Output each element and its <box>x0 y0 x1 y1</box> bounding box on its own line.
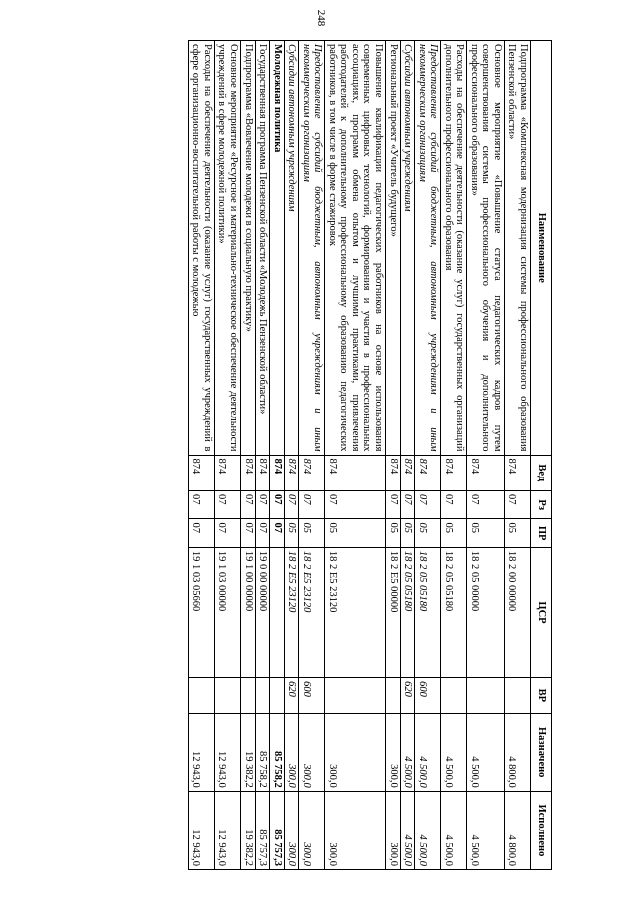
cell-name: Предоставление субсидий бюджетным, автономным учреждениям и иным некоммерческим организациям <box>415 41 441 456</box>
cell-rz: 07 <box>284 491 299 519</box>
cell-pr: 05 <box>504 519 530 547</box>
cell-vr <box>240 678 255 714</box>
cell-pr: 07 <box>255 519 270 547</box>
cell-pr: 07 <box>188 519 214 547</box>
cell-vr <box>504 678 530 714</box>
cell-assigned: 300,0 <box>299 713 325 791</box>
cell-csr: 18 2 05 05180 <box>441 547 467 677</box>
table-row <box>415 41 441 870</box>
cell-rz: 07 <box>255 491 270 519</box>
cell-pr: 05 <box>415 519 441 547</box>
cell-rz: 07 <box>385 491 400 519</box>
cell-assigned: 19 382,2 <box>240 713 255 791</box>
cell-csr: 19 1 00 00000 <box>240 547 255 677</box>
cell-assigned: 85 758,2 <box>270 713 285 791</box>
cell-name: Повышение квалификации педагогических работников на основе использования современных цифровых технологий, формирования и участия в профессиональных ассоциациях, программ обмена опытом и лучшими практиками, привлечения работодателей к дополнительному профессиональному образованию педагогических работников, в том числе в форме стажировок <box>325 41 386 456</box>
cell-ved: 874 <box>385 455 400 491</box>
cell-assigned: 300,0 <box>284 713 299 791</box>
table-body <box>188 41 530 870</box>
cell-ved: 874 <box>299 455 325 491</box>
cell-executed: 4 500,0 <box>467 791 505 869</box>
cell-executed: 12 943,0 <box>188 791 214 869</box>
cell-vr <box>325 678 386 714</box>
cell-pr: 05 <box>325 519 386 547</box>
cell-rz: 07 <box>299 491 325 519</box>
cell-rz: 07 <box>400 491 415 519</box>
table-row <box>504 41 530 870</box>
cell-csr: 18 2 05 00000 <box>467 547 505 677</box>
cell-rz: 07 <box>441 491 467 519</box>
cell-name: Основное мероприятие «Ресурсное и материально-техническое обеспечение деятельности учреждений в сфере молодежной политики» <box>214 41 240 456</box>
col-header-name: Наименование <box>531 41 552 456</box>
col-header-vr: ВР <box>531 678 552 714</box>
cell-csr: 18 2 05 05180 <box>400 547 415 677</box>
cell-vr <box>441 678 467 714</box>
cell-name: Предоставление субсидий бюджетным, автономным учреждениям и иным некоммерческим организациям <box>299 41 325 456</box>
col-header-csr: ЦСР <box>531 547 552 677</box>
cell-ved: 874 <box>400 455 415 491</box>
cell-ved: 874 <box>240 455 255 491</box>
cell-vr <box>214 678 240 714</box>
cell-executed: 4 500,0 <box>400 791 415 869</box>
cell-vr <box>385 678 400 714</box>
cell-rz: 07 <box>188 491 214 519</box>
cell-csr <box>270 547 285 677</box>
cell-name: Государственная программа Пензенской области «Молодежь Пензенской области» <box>255 41 270 456</box>
cell-csr: 18 2 E5 23120 <box>325 547 386 677</box>
cell-csr: 19 1 03 05660 <box>188 547 214 677</box>
cell-executed: 300,0 <box>325 791 386 869</box>
cell-ved: 874 <box>504 455 530 491</box>
cell-pr: 05 <box>441 519 467 547</box>
cell-rz: 07 <box>415 491 441 519</box>
col-header-rz: Рз <box>531 491 552 519</box>
cell-csr: 18 2 E5 00000 <box>385 547 400 677</box>
cell-vr: 600 <box>299 678 325 714</box>
cell-ved: 874 <box>188 455 214 491</box>
cell-name: Расходы на обеспечение деятельности (оказание услуг) государственных учреждений в сфере организационно-воспитательной работы с молодежью <box>188 41 214 456</box>
table-row <box>255 41 270 870</box>
cell-assigned: 300,0 <box>325 713 386 791</box>
cell-name: Молодежная политика <box>270 41 285 456</box>
cell-pr: 05 <box>467 519 505 547</box>
cell-assigned: 4 500,0 <box>467 713 505 791</box>
cell-executed: 300,0 <box>299 791 325 869</box>
cell-rz: 07 <box>467 491 505 519</box>
table-row <box>214 41 240 870</box>
cell-pr: 05 <box>284 519 299 547</box>
cell-executed: 4 500,0 <box>415 791 441 869</box>
rotated-page-content <box>26 40 552 870</box>
cell-name: Подпрограмма «Комплексная модернизация системы профессионального образования Пензенской области» <box>504 41 530 456</box>
cell-pr: 05 <box>385 519 400 547</box>
page-number: 248 <box>315 9 327 27</box>
cell-assigned: 300,0 <box>385 713 400 791</box>
cell-executed: 4 500,0 <box>441 791 467 869</box>
cell-assigned: 4 800,0 <box>504 713 530 791</box>
cell-vr: 600 <box>415 678 441 714</box>
cell-pr: 07 <box>270 519 285 547</box>
cell-assigned: 85 758,2 <box>255 713 270 791</box>
cell-csr: 18 2 E5 23120 <box>299 547 325 677</box>
cell-csr: 18 2 00 00000 <box>504 547 530 677</box>
cell-name: Субсидии автономным учреждениям <box>284 41 299 456</box>
cell-pr: 05 <box>400 519 415 547</box>
cell-rz: 07 <box>270 491 285 519</box>
cell-name: Подпрограмма «Вовлечение молодежи в социальную практику» <box>240 41 255 456</box>
table-row <box>325 41 386 870</box>
cell-csr: 19 0 00 00000 <box>255 547 270 677</box>
cell-ved: 874 <box>270 455 285 491</box>
col-header-ved: Вед <box>531 455 552 491</box>
cell-executed: 300,0 <box>284 791 299 869</box>
cell-name: Расходы на обеспечение деятельности (оказание услуг) государственных организаций дополнительного профессионального образования <box>441 41 467 456</box>
cell-executed: 19 382,2 <box>240 791 255 869</box>
cell-vr: 620 <box>284 678 299 714</box>
cell-ved: 874 <box>415 455 441 491</box>
cell-rz: 07 <box>240 491 255 519</box>
cell-vr <box>188 678 214 714</box>
table-row <box>467 41 505 870</box>
cell-assigned: 12 943,0 <box>214 713 240 791</box>
cell-vr <box>270 678 285 714</box>
cell-vr <box>255 678 270 714</box>
cell-executed: 12 943,0 <box>214 791 240 869</box>
cell-executed: 85 757,3 <box>270 791 285 869</box>
table-row <box>385 41 400 870</box>
cell-rz: 07 <box>214 491 240 519</box>
cell-csr: 18 2 E5 23120 <box>284 547 299 677</box>
cell-ved: 874 <box>467 455 505 491</box>
budget-table <box>188 40 552 870</box>
cell-vr: 620 <box>400 678 415 714</box>
cell-ved: 874 <box>325 455 386 491</box>
cell-name: Основное мероприятие «Повышение статуса педагогических кадров путем совершенствования системы профессионального обучения и дополнительного профессионального образования» <box>467 41 505 456</box>
cell-assigned: 4 500,0 <box>400 713 415 791</box>
table-row <box>284 41 299 870</box>
cell-executed: 4 800,0 <box>504 791 530 869</box>
col-header-pr: ПР <box>531 519 552 547</box>
cell-rz: 07 <box>504 491 530 519</box>
cell-ved: 874 <box>441 455 467 491</box>
table-row <box>240 41 255 870</box>
cell-pr: 07 <box>214 519 240 547</box>
table-row <box>270 41 285 870</box>
table-header-row <box>531 41 552 870</box>
col-header-executed: Исполнено <box>531 791 552 869</box>
cell-ved: 874 <box>255 455 270 491</box>
cell-csr: 19 1 03 00000 <box>214 547 240 677</box>
cell-rz: 07 <box>325 491 386 519</box>
cell-pr: 07 <box>240 519 255 547</box>
cell-vr <box>467 678 505 714</box>
cell-name: Субсидии автономным учреждениям <box>400 41 415 456</box>
cell-executed: 85 757,3 <box>255 791 270 869</box>
cell-ved: 874 <box>214 455 240 491</box>
cell-assigned: 4 500,0 <box>415 713 441 791</box>
table-row <box>400 41 415 870</box>
table-row <box>441 41 467 870</box>
cell-executed: 300,0 <box>385 791 400 869</box>
table-row <box>299 41 325 870</box>
cell-ved: 874 <box>284 455 299 491</box>
cell-pr: 05 <box>299 519 325 547</box>
table-row <box>188 41 214 870</box>
cell-assigned: 4 500,0 <box>441 713 467 791</box>
cell-assigned: 12 943,0 <box>188 713 214 791</box>
cell-csr: 18 2 05 05180 <box>415 547 441 677</box>
cell-name: Региональный проект «Учитель будущего» <box>385 41 400 456</box>
col-header-assigned: Назначено <box>531 713 552 791</box>
